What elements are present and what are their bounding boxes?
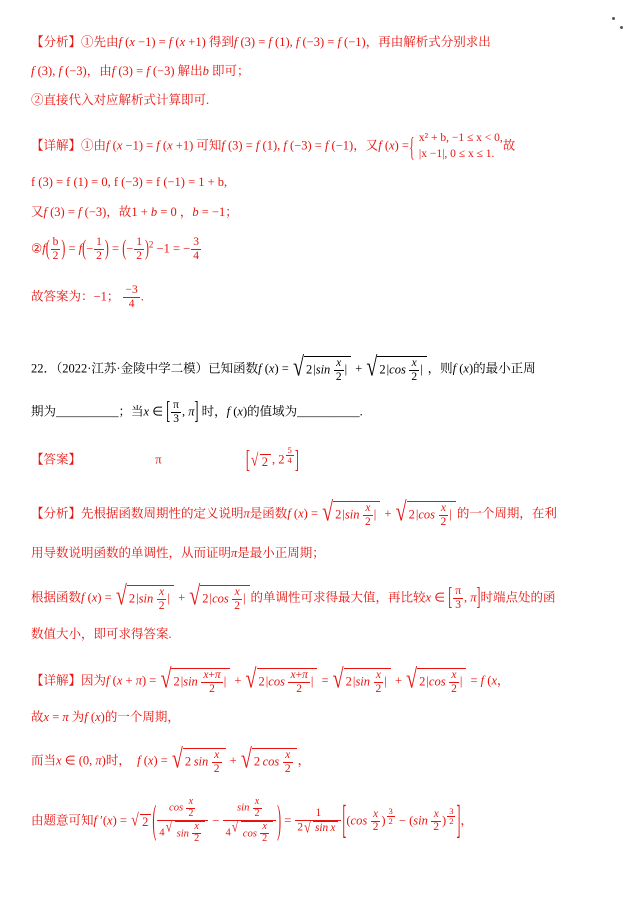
analysis-line1-a: ①先由 (81, 35, 119, 49)
p21-analysis-line3 (31, 94, 209, 107)
p22-detail-tag: 【详解】 (31, 673, 82, 688)
p22-stem-line2-a: 期为__________；当 (31, 404, 144, 419)
p22-detail-line3-a: 而当 (31, 753, 57, 768)
fraction-derivative-term-2: sin $\frac{x}{2}$ 4 √ cos $\frac{x}{2}$ (223, 797, 276, 844)
detail-line3-d: ； (225, 205, 238, 219)
page-dot-marker (612, 17, 615, 20)
fraction-3-over-4: $\frac{3}{4}$ (193, 236, 199, 262)
analysis-line1-b: 得到 (208, 35, 234, 49)
p22-analysis-line2 (31, 547, 325, 560)
p22-stem-a: 已知函数 (208, 361, 259, 376)
detail-line1-b: 可知 (196, 138, 222, 153)
detail-tag: 【详解】 (31, 138, 82, 153)
detail-line3-c: ， (179, 205, 193, 219)
p22-stem-line2: 期为__________；当x ∈ [ $\frac{\pi}{3}$ , π] 时，f (x)的值域为__________. (31, 395, 363, 426)
analysis-line2-b: 解出 (177, 64, 203, 78)
sqrt-2sin: √ 2 sin $\frac{x}{2}$ (172, 748, 226, 775)
p22-analysis-line1-c: 的一个周期，在利 (456, 506, 557, 521)
p21-answer-line (31, 285, 144, 310)
p21-detail-line1: 【详解】①由f (x −1) = f (x +1) 可知f (3) = f (1), f (−3) = f (−1)，又f (x) = { x² + b, −1 ≤ x < 0, |x −1|, 0 ≤ x ≤ 1. 故 (31, 131, 515, 162)
fraction-b-over-2: $\frac{b}{2}$ (52, 236, 59, 262)
detail-line2-text: f (3) = f (1) = 0, f (−3) = f (−1) = 1 + b, (31, 175, 228, 189)
p22-detail-line3-b: 时， (105, 753, 131, 768)
fraction-minus-3-over-4: $\frac{-3}{4}$ (125, 284, 138, 310)
sqrt-2-abs-sin-2: √ 2 | sin $\frac{x}{2}$ | (322, 501, 380, 528)
p22-detail-line1-b: ， (497, 673, 510, 688)
detail-line1-c: ，又 (353, 138, 379, 153)
p21-detail-line4: ②f( $\frac{b}{2}$ ) = f(− $\frac{1}{2}$ ) = (− $\frac{1}{2}$ )$^2$ −1 = − $\frac{3}{4}$ (31, 234, 199, 262)
sqrt-2-coeff: √ 2 (131, 814, 151, 829)
pi-symbol-2: π (231, 546, 238, 560)
fraction-derivative-term-1: cos $\frac{x}{2}$ 4 √ sin $\frac{x}{2}$ (157, 797, 208, 844)
sqrt-2-abs-sin: √ 2 | sin $\frac{x}{2}$ | (293, 356, 351, 383)
p22-analysis-line3: 根据函数f (x) = √ 2 | sin $\frac{x}{2}$ | + √ 2 | cos $\frac{x}{2}$ | 的单调性可求得最大值，再比较x ∈ [ $\frac{\pi}{3}$ , π]时端点处的函 (31, 585, 555, 612)
detail-line1-a: ①由 (81, 138, 107, 153)
sqrt-2-abs-cos-2: √ 2 | cos $\frac{x}{2}$ | (396, 501, 456, 528)
p22-detail-line4-a: 由题意可知 (31, 813, 94, 828)
answer-value-period: π (155, 452, 162, 467)
p22-stem-line2-d: 的值域为__________. (247, 404, 363, 419)
p22-detail-line4: 由题意可知f ′(x) = √ 2 ( cos $\frac{x}{2}$ 4 √ sin $\frac{x}{2}$ − sin $\frac{x}{2}$ 4 √ cos $\frac{x}{2}$ ) = $\frac{1}{\text{2 √ sin x}}$ [(cos $\frac{x}{2}$ ) $^{\frac{3}{2}}$ − (sin $\frac{x}{2}$ ) $^{\frac{3}{2}}$ ]， (31, 798, 473, 845)
range-bracket-open: [ (245, 443, 250, 474)
sqrt-2cos: √ 2 cos $\frac{x}{2}$ (241, 748, 297, 775)
piecewise-row-1: { x² + b, −1 ≤ x < 0, (418, 132, 503, 144)
analysis-line2-a: ，由 (86, 64, 112, 78)
p22-analysis-line1: 【分析】先根据函数周期性的定义说明π是函数f (x) = √ 2 | sin $\frac{x}{2}$ | + √ 2 | cos $\frac{x}{2}$ | 的一个周期，在利 (31, 501, 557, 528)
detail-line3-a: 又 (31, 205, 44, 219)
p22-detail-line2: 故x = π 为f (x)的一个周期， (31, 710, 180, 724)
p22-analysis-line2-a: 用导数说明函数的单调性，从而证明 (31, 546, 232, 560)
p21-analysis-line2: f (3), f (−3)，由f (3) = f (−3) 解出b 即可； (31, 64, 250, 78)
fraction-one-over-2sqrtsinx: $\frac{1}{\text{2 √ sin x}}$ (295, 808, 341, 835)
analysis-tag: 【分析】 (31, 35, 82, 49)
p21-analysis-line1: 【分析】①先由f (x −1) = f (x +1) 得到f (3) = f (1), f (−3) = f (−1)，再由解析式分别求出 (31, 35, 491, 49)
p22-stem-line2-b: 时， (201, 404, 227, 419)
analysis-line2-c: 即可； (212, 64, 250, 78)
p22-analysis-line1-b: 是函数 (249, 506, 288, 521)
fraction-pi-over-3: $\frac{\pi}{3}$ (173, 399, 179, 425)
p21-detail-line2 (31, 176, 227, 189)
p22-analysis-line3-b: 的单调性可求得最大值，再比较 (250, 590, 426, 605)
sqrt-2-abs-cos-shift: √ 2 | cos $\frac{x+\pi}{2}$ | (246, 668, 318, 695)
answer-line-b: −1 (93, 289, 107, 304)
p22-detail-line1: 【详解】因为f (x + π) = √ 2 | sin $\frac{x+\pi}{2}$ | + √ 2 | cos $\frac{x+\pi}{2}$ | = √ 2 | sin $\frac{x}{2}$ | + √ 2 | cos $\frac{x}{2}$ | = f (x， (31, 668, 510, 695)
sqrt-2-abs-sin-4: √ 2 | sin $\frac{x}{2}$ | (333, 668, 391, 695)
p22-analysis-line4-text: 数值大小，即可求得答案. (31, 627, 172, 641)
p22-analysis-line3-c: 时端点处的函 (480, 590, 556, 605)
detail-line4-marker: ② (31, 241, 43, 256)
p22-analysis-line2-b: 是最小正周期； (237, 546, 325, 560)
p22-detail-line1-a: 因为 (81, 673, 107, 688)
answer-line-a: 故答案为： (31, 289, 94, 304)
piecewise-function (409, 131, 503, 162)
sqrt-2-abs-cos-4: √ 2 | cos $\frac{x}{2}$ | (406, 668, 466, 695)
p22-number: 22． (31, 361, 57, 376)
analysis-line1-c: ，再由解析式分别求出 (365, 35, 491, 49)
p22-detail-line4-b: ， (460, 813, 473, 828)
p22-answer-line: 【答案】 π [ √ 2 , 2 $^{\frac{5}{4}}$ ] (31, 447, 299, 468)
sqrt-2-abs-sin-3: √ 2 | sin $\frac{x}{2}$ | (116, 585, 174, 612)
p22-source: （2022·江苏·金陵中学二模） (56, 361, 209, 376)
sqrt-2: √ 2 (251, 454, 271, 469)
p22-stem-b: ，则 (427, 361, 453, 376)
p22-stem-line1: 22．（2022·江苏·金陵中学二模）已知函数f (x) = √ 2 | sin $\frac{x}{2}$ | + √ 2 | cos $\frac{x}{2}$ | ，则f (x)的最小正周 (31, 356, 536, 383)
p21-detail-line3: 又f (3) = f (−3)，故1 + b = 0 ，b = −1； (31, 205, 238, 219)
fraction-1-over-2-b: $\frac{1}{2}$ (136, 236, 142, 262)
range-bracket-close: ] (294, 443, 299, 474)
p22-detail-line2-a: 故 (31, 710, 44, 724)
p22-detail-line3-c: ， (297, 753, 311, 768)
p22-detail-line2-d: 的一个周期， (104, 710, 180, 724)
p22-analysis-tag: 【分析】 (31, 506, 82, 521)
sqrt-2-abs-cos: √ 2 | cos $\frac{x}{2}$ | (366, 356, 426, 383)
p22-detail-line3: 而当x ∈ (0, π)时， f (x) = √ 2 sin $\frac{x}{2}$ + √ 2 cos $\frac{x}{2}$ ， (31, 748, 310, 775)
piecewise-row-2: |x −1|, 0 ≤ x ≤ 1. (418, 147, 495, 160)
answer-tag: 【答案】 (31, 452, 82, 467)
pi-symbol: π (243, 506, 250, 521)
p22-analysis-line4 (31, 628, 172, 641)
analysis-line3-text: ②直接代入对应解析式计算即可. (31, 93, 210, 107)
fraction-pi-over-3-b: $\frac{\pi}{3}$ (455, 585, 461, 611)
p22-stem-d: 的最小正周 (473, 361, 536, 376)
answer-line-c: ； (106, 289, 120, 304)
p22-detail-line2-b: 为 (71, 710, 85, 724)
p22-analysis-line1-a: 先根据函数周期性的定义说明 (81, 506, 244, 521)
answer-line-e: . (140, 289, 144, 304)
sqrt-2-abs-sin-shift: √ 2 | sin $\frac{x+\pi}{2}$ | (160, 668, 230, 695)
detail-line3-b: ，故 (106, 205, 132, 219)
detail-line1-d: 故 (502, 138, 516, 153)
p22-analysis-line3-a: 根据函数 (31, 590, 82, 605)
sqrt-2-abs-cos-3: √ 2 | cos $\frac{x}{2}$ | (189, 585, 249, 612)
fraction-1-over-2: $\frac{1}{2}$ (96, 236, 102, 262)
page-dot-marker (620, 26, 623, 29)
